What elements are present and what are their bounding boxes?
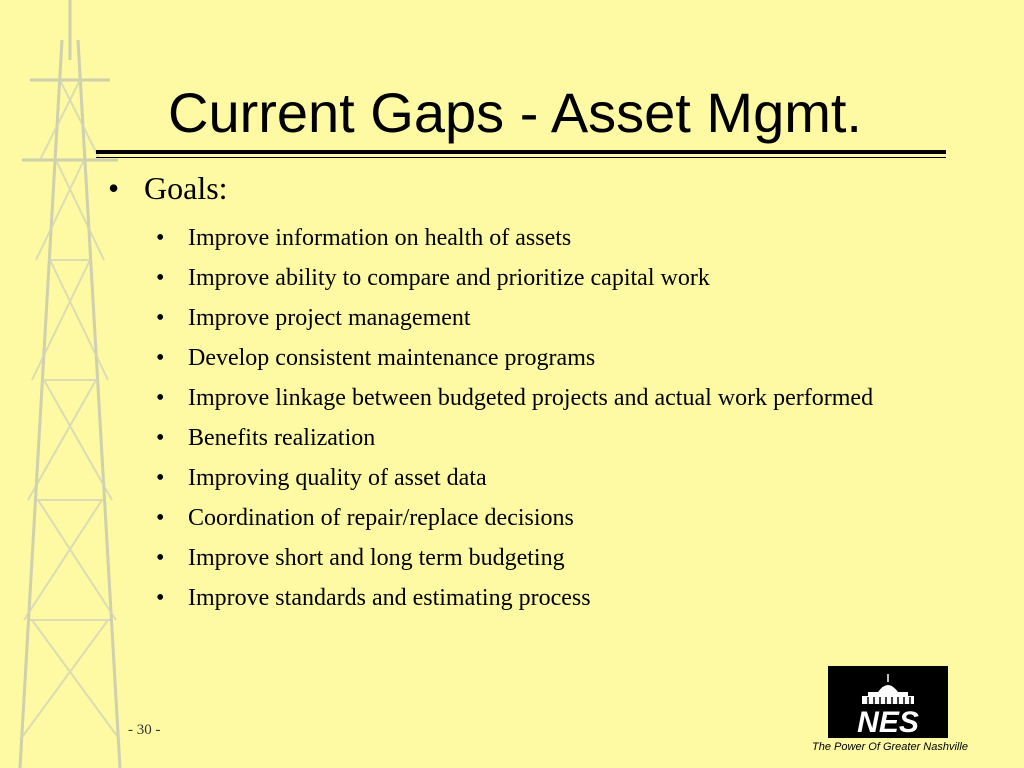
goal-text: Improve short and long term budgeting — [188, 545, 565, 571]
list-item — [156, 340, 916, 376]
goal-text: Improve standards and estimating process — [188, 585, 591, 611]
list-item — [156, 300, 916, 336]
list-item — [156, 220, 916, 256]
bullet-marker: • — [156, 465, 165, 491]
bullet-marker: • — [156, 505, 165, 531]
goal-text: Improve project management — [188, 305, 471, 331]
bullet-marker: • — [156, 385, 165, 411]
logo-text: NES — [857, 706, 919, 738]
main-bullet — [108, 168, 228, 208]
bullet-marker: • — [156, 545, 165, 571]
list-item — [156, 420, 916, 456]
bullet-marker: • — [156, 345, 165, 371]
goal-text: Improving quality of asset data — [188, 465, 487, 491]
bullet-marker: • — [156, 585, 165, 611]
goal-text: Benefits realization — [188, 425, 376, 451]
goal-text: Develop consistent maintenance programs — [188, 345, 596, 371]
list-item — [156, 260, 916, 296]
list-item — [156, 580, 916, 616]
title-divider-thick-line — [96, 150, 946, 154]
transmission-tower-image — [0, 0, 140, 768]
title-divider-thin-line — [96, 157, 946, 158]
logo-tagline: The Power Of Greater Nashville — [812, 741, 968, 753]
bullet-marker: • — [156, 425, 165, 451]
slide-title: Current Gaps - Asset Mgmt. — [168, 81, 862, 144]
goal-text: Improve ability to compare and prioritize capital work — [188, 265, 710, 291]
goal-text: Coordination of repair/replace decisions — [188, 505, 574, 531]
goal-text: Improve linkage between budgeted projects and actual work performed — [188, 385, 874, 411]
title-divider — [96, 150, 946, 160]
list-item — [156, 460, 916, 496]
page-number: - 30 - — [128, 722, 161, 738]
list-item — [156, 500, 916, 536]
bullet-marker: • — [156, 305, 165, 331]
goals-list — [156, 220, 916, 620]
list-item — [156, 380, 916, 416]
bullet-marker: • — [108, 170, 120, 206]
nes-logo — [828, 666, 948, 738]
main-bullet-text: Goals: — [144, 170, 228, 206]
list-item — [156, 540, 916, 576]
goal-text: Improve information on health of assets — [188, 225, 572, 251]
bullet-marker: • — [156, 265, 165, 291]
bullet-marker: • — [156, 225, 165, 251]
